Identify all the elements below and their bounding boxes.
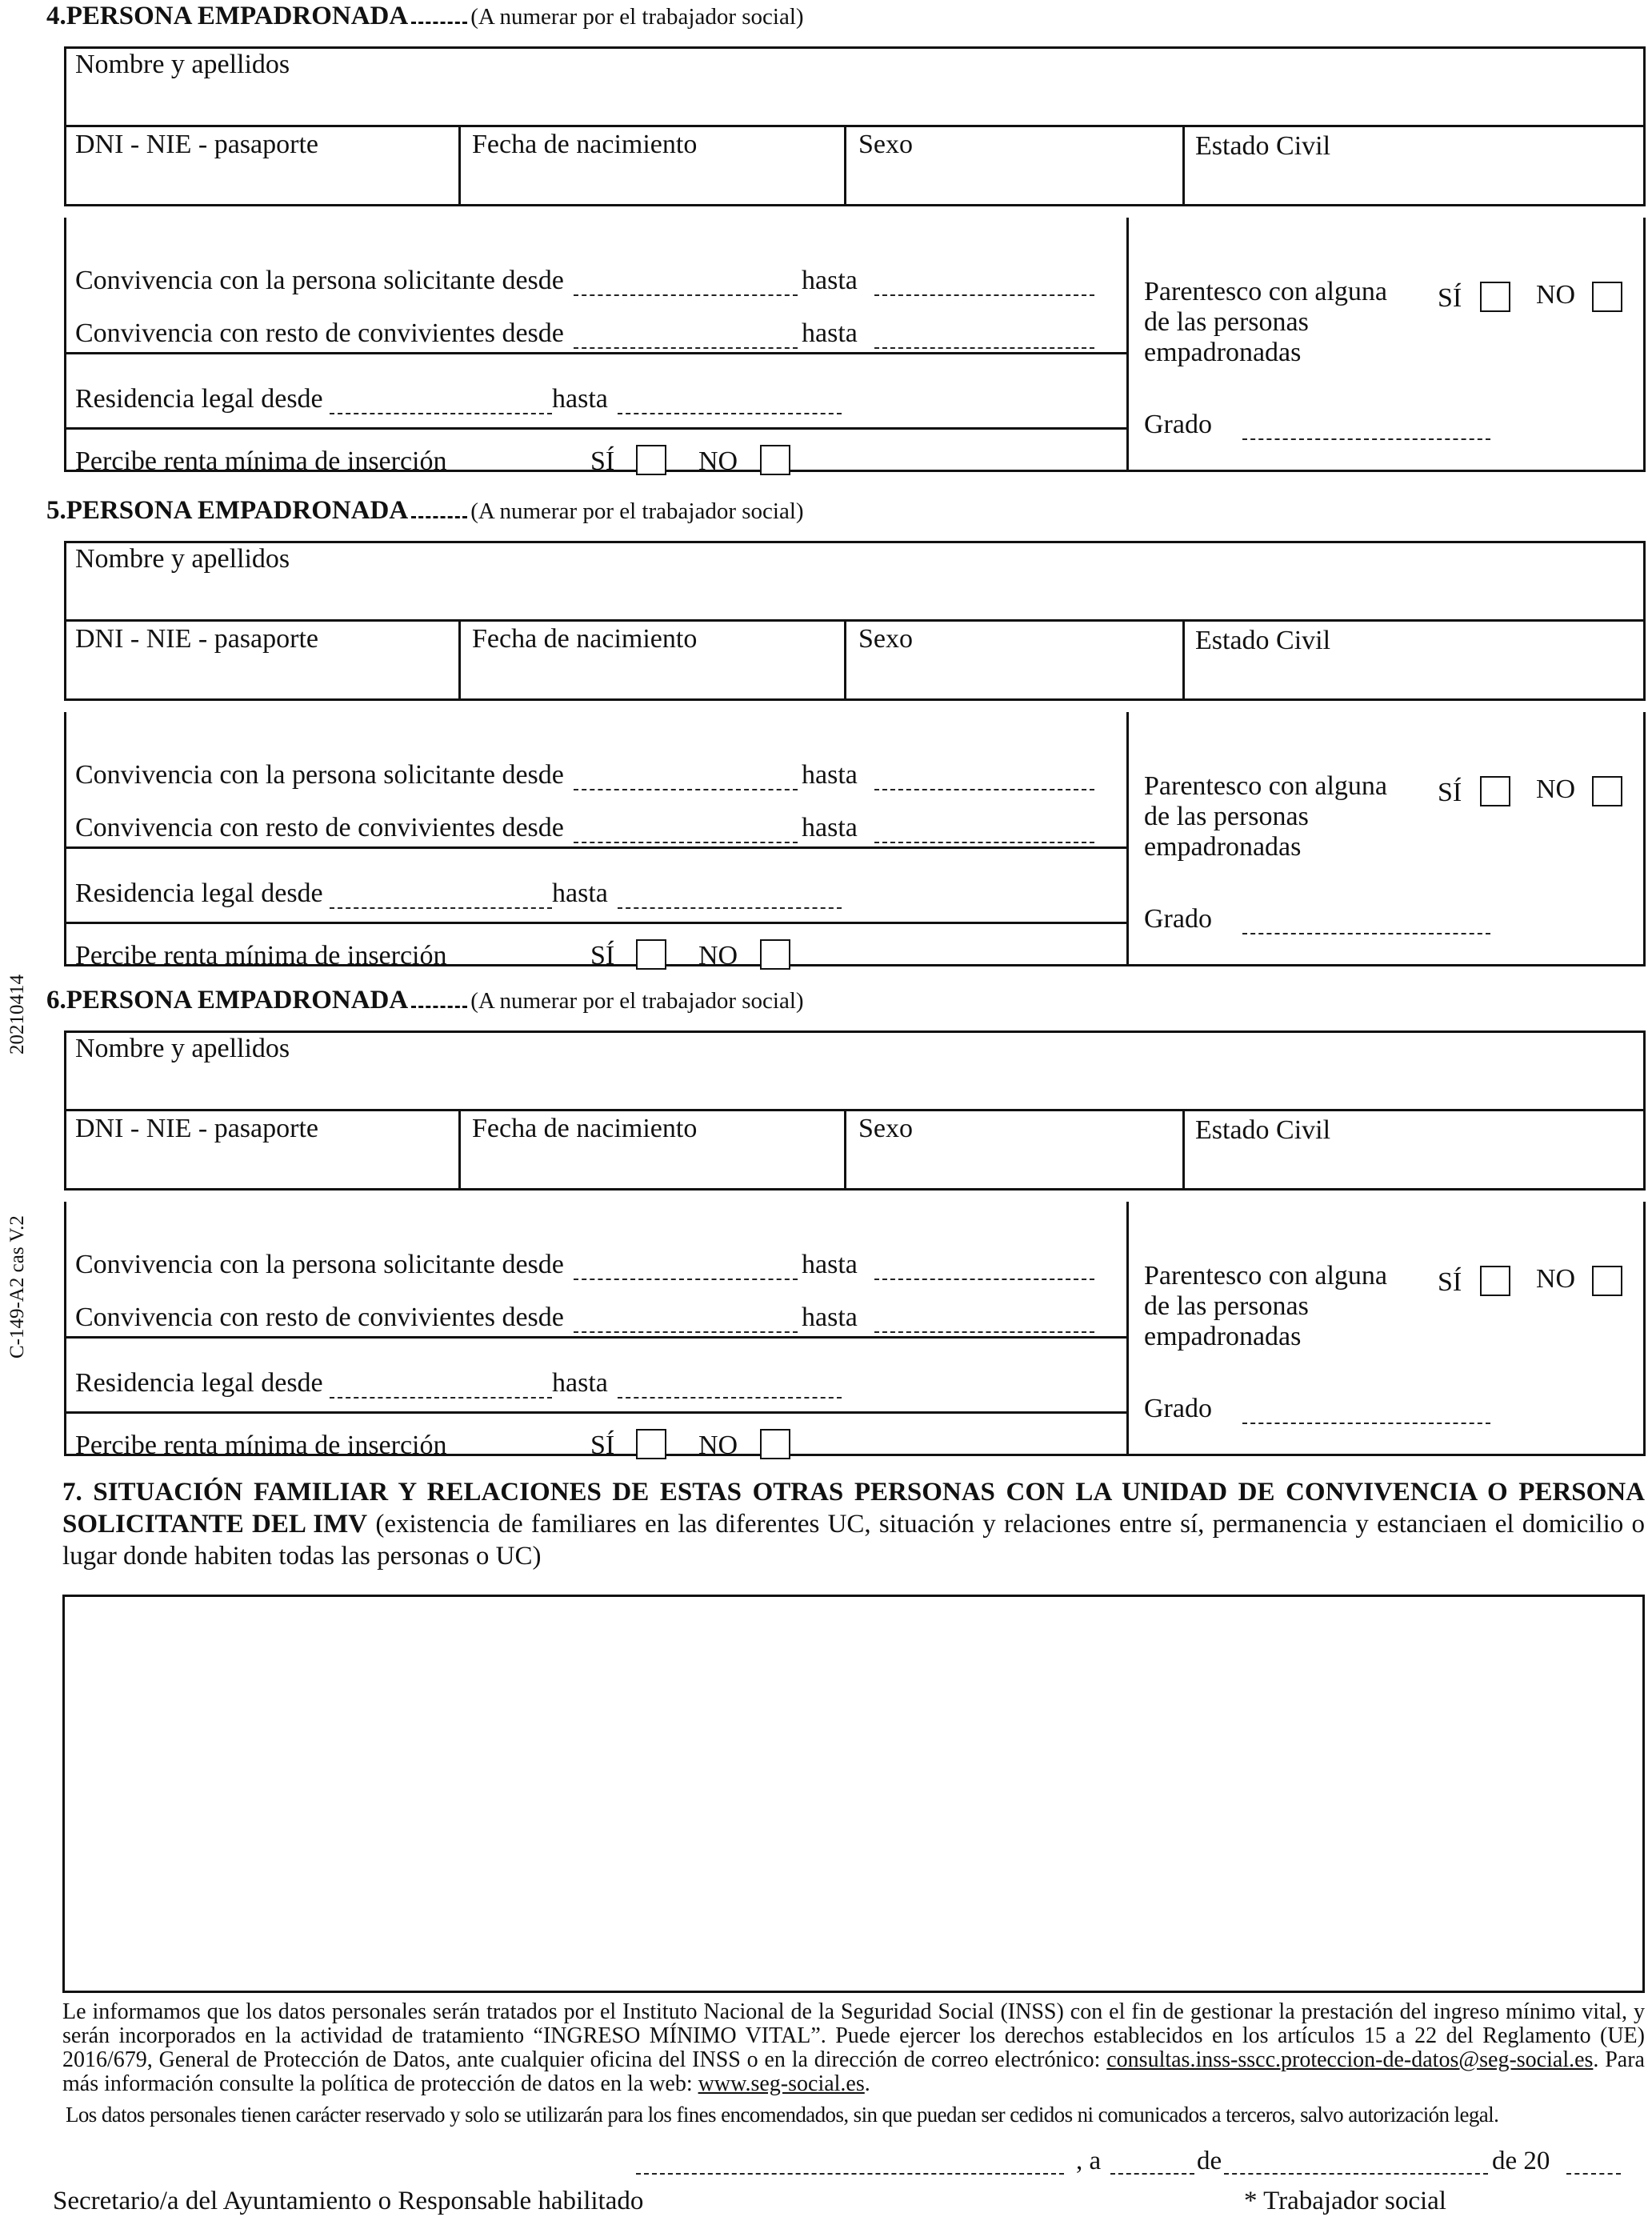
- form-code: C-149-A2 cas V.2: [6, 1215, 28, 1359]
- hasta-label: hasta: [802, 266, 858, 295]
- minimum-income-si-checkbox[interactable]: [636, 445, 666, 475]
- hasta-label: hasta: [802, 813, 858, 842]
- cohabitation-rest-from-field[interactable]: [574, 842, 798, 843]
- person-title: PERSONA EMPADRONADA: [66, 496, 409, 525]
- minimum-income-no-checkbox[interactable]: [760, 939, 790, 970]
- minimum-income-si-checkbox[interactable]: [636, 939, 666, 970]
- divider: [64, 619, 1646, 622]
- person-number-field[interactable]: [411, 4, 467, 24]
- divider: [458, 1109, 461, 1191]
- cohabitation-applicant-label: Convivencia con la persona solicitante desde: [75, 1250, 564, 1279]
- kinship-no-label: NO: [1536, 1264, 1576, 1294]
- name-label: Nombre y apellidos: [75, 50, 290, 79]
- privacy-notice: [62, 2000, 1645, 2096]
- civil-status-label: Estado Civil: [1195, 1115, 1331, 1145]
- dni-label: DNI - NIE - pasaporte: [75, 624, 318, 654]
- secretary-label: Secretario/a del Ayuntamiento o Responsable habilitado: [53, 2187, 644, 2215]
- person-title: PERSONA EMPADRONADA: [66, 2, 409, 30]
- divider: [844, 1109, 846, 1191]
- divider: [64, 1411, 1126, 1414]
- cohabitation-rest-from-field[interactable]: [574, 1331, 798, 1333]
- legal-residence-from-field[interactable]: [330, 1397, 552, 1399]
- divider: [1126, 1202, 1129, 1456]
- dni-label: DNI - NIE - pasaporte: [75, 1114, 318, 1143]
- kinship-no-label: NO: [1536, 280, 1576, 310]
- person-note: (A numerar por el trabajador social): [470, 498, 804, 524]
- divider: [64, 427, 1126, 430]
- divider: [1126, 712, 1129, 966]
- legal-residence-label: Residencia legal desde: [75, 878, 323, 908]
- cohabitation-rest-label: Convivencia con resto de convivientes desde: [75, 318, 564, 348]
- kinship-no-checkbox[interactable]: [1592, 282, 1622, 312]
- no-label: NO: [698, 941, 738, 970]
- person-5-heading: [46, 496, 804, 526]
- no-label: NO: [698, 1431, 738, 1460]
- person-number-field[interactable]: [411, 498, 467, 518]
- degree-field[interactable]: [1242, 438, 1490, 440]
- cohabitation-rest-label: Convivencia con resto de convivientes desde: [75, 1303, 564, 1332]
- minimum-income-no-checkbox[interactable]: [760, 1429, 790, 1459]
- de20-label: de 20: [1492, 2147, 1550, 2175]
- kinship-si-label: SÍ: [1438, 1267, 1462, 1297]
- kinship-si-label: SÍ: [1438, 283, 1462, 313]
- comma-a-label: , a: [1076, 2147, 1102, 2175]
- section-7-description: (existencia de familiares en las diferentes UC, situación y relaciones entre sí, permanencia y estanciaen el domicilio o lugar donde habiten todas las personas o UC): [62, 1510, 1645, 1571]
- person-4-heading: [46, 2, 804, 31]
- degree-label: Grado: [1144, 1394, 1212, 1423]
- cohabitation-rest-to-field[interactable]: [874, 1331, 1094, 1333]
- cohabitation-applicant-label: Convivencia con la persona solicitante desde: [75, 760, 564, 790]
- si-label: SÍ: [590, 446, 615, 476]
- legal-residence-to-field[interactable]: [618, 907, 842, 909]
- month-field[interactable]: [1224, 2173, 1488, 2175]
- section-7-heading: [62, 1476, 1645, 1572]
- kinship-label-line2: de las personas: [1144, 802, 1309, 831]
- divider: [64, 125, 1646, 127]
- birth-date-label: Fecha de nacimiento: [472, 1114, 698, 1143]
- cohabitation-applicant-from-field[interactable]: [574, 789, 798, 790]
- name-label: Nombre y apellidos: [75, 1034, 290, 1063]
- hasta-label: hasta: [802, 1303, 858, 1332]
- divider: [64, 846, 1126, 849]
- degree-field[interactable]: [1242, 1423, 1490, 1424]
- hasta-label: hasta: [802, 760, 858, 790]
- cohabitation-rest-to-field[interactable]: [874, 842, 1094, 843]
- divider: [1182, 1109, 1185, 1191]
- kinship-label-line2: de las personas: [1144, 307, 1309, 337]
- si-label: SÍ: [590, 941, 615, 970]
- kinship-label-line1: Parentesco con alguna: [1144, 1261, 1387, 1291]
- reserved-notice: Los datos personales tienen carácter reservado y solo se utilizarán para los fines encomendados, sin que puedan ser cedidos ni comunicados a terceros, salvo autorización legal.: [66, 2103, 1499, 2127]
- privacy-web-text: . Para más información consulte la política de protección de datos en la web:: [62, 2047, 1645, 2096]
- date-code: 20210414: [6, 974, 28, 1054]
- divider: [1126, 218, 1129, 472]
- sex-label: Sexo: [858, 624, 913, 654]
- dni-label: DNI - NIE - pasaporte: [75, 130, 318, 159]
- degree-field[interactable]: [1242, 933, 1490, 934]
- kinship-label-line2: de las personas: [1144, 1291, 1309, 1321]
- legal-residence-to-field[interactable]: [618, 413, 842, 414]
- hasta-label: hasta: [552, 878, 608, 908]
- minimum-income-label: Percibe renta mínima de inserción: [75, 941, 447, 970]
- person-number: 5.: [46, 496, 66, 525]
- legal-residence-label: Residencia legal desde: [75, 384, 323, 414]
- cohabitation-rest-label: Convivencia con resto de convivientes desde: [75, 813, 564, 842]
- de-label: de: [1197, 2147, 1222, 2175]
- person-number: 6.: [46, 986, 66, 1014]
- sex-label: Sexo: [858, 1114, 913, 1143]
- minimum-income-label: Percibe renta mínima de inserción: [75, 446, 447, 476]
- hasta-label: hasta: [552, 384, 608, 414]
- kinship-si-label: SÍ: [1438, 778, 1462, 807]
- kinship-label-line1: Parentesco con alguna: [1144, 277, 1387, 306]
- divider: [458, 125, 461, 206]
- degree-label: Grado: [1144, 904, 1212, 934]
- birth-date-label: Fecha de nacimiento: [472, 130, 698, 159]
- civil-status-label: Estado Civil: [1195, 131, 1331, 161]
- divider: [64, 1109, 1646, 1111]
- divider: [1182, 125, 1185, 206]
- cohabitation-applicant-from-field[interactable]: [574, 1279, 798, 1280]
- civil-status-label: Estado Civil: [1195, 626, 1331, 655]
- divider: [64, 922, 1126, 924]
- legal-residence-from-field[interactable]: [330, 907, 552, 909]
- birth-date-label: Fecha de nacimiento: [472, 624, 698, 654]
- degree-label: Grado: [1144, 410, 1212, 439]
- kinship-si-checkbox[interactable]: [1480, 1266, 1510, 1296]
- day-field[interactable]: [1110, 2173, 1194, 2175]
- person-6-heading: [46, 986, 804, 1015]
- kinship-si-checkbox[interactable]: [1480, 776, 1510, 806]
- cohabitation-applicant-to-field[interactable]: [874, 294, 1094, 296]
- legal-residence-to-field[interactable]: [618, 1397, 842, 1399]
- person-title: PERSONA EMPADRONADA: [66, 986, 409, 1014]
- hasta-label: hasta: [552, 1368, 608, 1398]
- minimum-income-label: Percibe renta mínima de inserción: [75, 1431, 447, 1460]
- kinship-label-line3: empadronadas: [1144, 338, 1302, 367]
- kinship-si-checkbox[interactable]: [1480, 282, 1510, 312]
- year-field[interactable]: [1566, 2173, 1621, 2175]
- cohabitation-applicant-from-field[interactable]: [574, 294, 798, 296]
- cohabitation-rest-to-field[interactable]: [874, 347, 1094, 349]
- minimum-income-si-checkbox[interactable]: [636, 1429, 666, 1459]
- hasta-label: hasta: [802, 1250, 858, 1279]
- divider: [458, 619, 461, 701]
- name-label: Nombre y apellidos: [75, 544, 290, 574]
- legal-residence-label: Residencia legal desde: [75, 1368, 323, 1398]
- divider: [1182, 619, 1185, 701]
- no-label: NO: [698, 446, 738, 476]
- divider: [844, 125, 846, 206]
- cohabitation-rest-from-field[interactable]: [574, 347, 798, 349]
- person-number: 4.: [46, 2, 66, 30]
- person-note: (A numerar por el trabajador social): [470, 4, 804, 30]
- legal-residence-from-field[interactable]: [330, 413, 552, 414]
- kinship-no-checkbox[interactable]: [1592, 776, 1622, 806]
- kinship-no-label: NO: [1536, 774, 1576, 804]
- family-situation-textarea[interactable]: [62, 1595, 1645, 1993]
- divider: [844, 619, 846, 701]
- sex-label: Sexo: [858, 130, 913, 159]
- kinship-no-checkbox[interactable]: [1592, 1266, 1622, 1296]
- divider: [64, 352, 1126, 354]
- kinship-label-line3: empadronadas: [1144, 832, 1302, 862]
- privacy-end: .: [864, 2071, 870, 2096]
- person-note: (A numerar por el trabajador social): [470, 988, 804, 1014]
- kinship-label-line1: Parentesco con alguna: [1144, 771, 1387, 801]
- kinship-label-line3: empadronadas: [1144, 1322, 1302, 1351]
- privacy-email-link[interactable]: consultas.inss-sscc.proteccion-de-datos@seg-social.es: [1106, 2047, 1594, 2072]
- cohabitation-applicant-to-field[interactable]: [874, 789, 1094, 790]
- cohabitation-applicant-to-field[interactable]: [874, 1279, 1094, 1280]
- place-field[interactable]: [636, 2173, 1064, 2175]
- hasta-label: hasta: [802, 318, 858, 348]
- minimum-income-no-checkbox[interactable]: [760, 445, 790, 475]
- cohabitation-applicant-label: Convivencia con la persona solicitante desde: [75, 266, 564, 295]
- divider: [64, 1336, 1126, 1339]
- person-number-field[interactable]: [411, 988, 467, 1008]
- social-worker-label: * Trabajador social: [1244, 2187, 1446, 2215]
- si-label: SÍ: [590, 1431, 615, 1460]
- privacy-web-link[interactable]: www.seg-social.es: [698, 2071, 865, 2096]
- privacy-text: Le informamos que los datos personales serán tratados por el Instituto Nacional de la Seguridad Social (INSS) con el fin de gestionar la prestación del ingreso mínimo vital, y serán incorporados en la actividad de tratamiento “INGRESO MÍNIMO VITAL”. Puede ejercer los derechos establecidos en los artículos 15 a 22 del Reglamento (UE) 2016/679, General de Protección de Datos, ante cualquier oficina del INSS o en la dirección de correo electrónico:: [62, 1999, 1645, 2072]
- section-7-title: 7. SITUACIÓN FAMILIAR Y RELACIONES DE ESTAS OTRAS PERSONAS CON LA UNIDAD DE CONVIVENCIA O PERSONA SOLICITANTE DEL IMV: [62, 1478, 1645, 1539]
